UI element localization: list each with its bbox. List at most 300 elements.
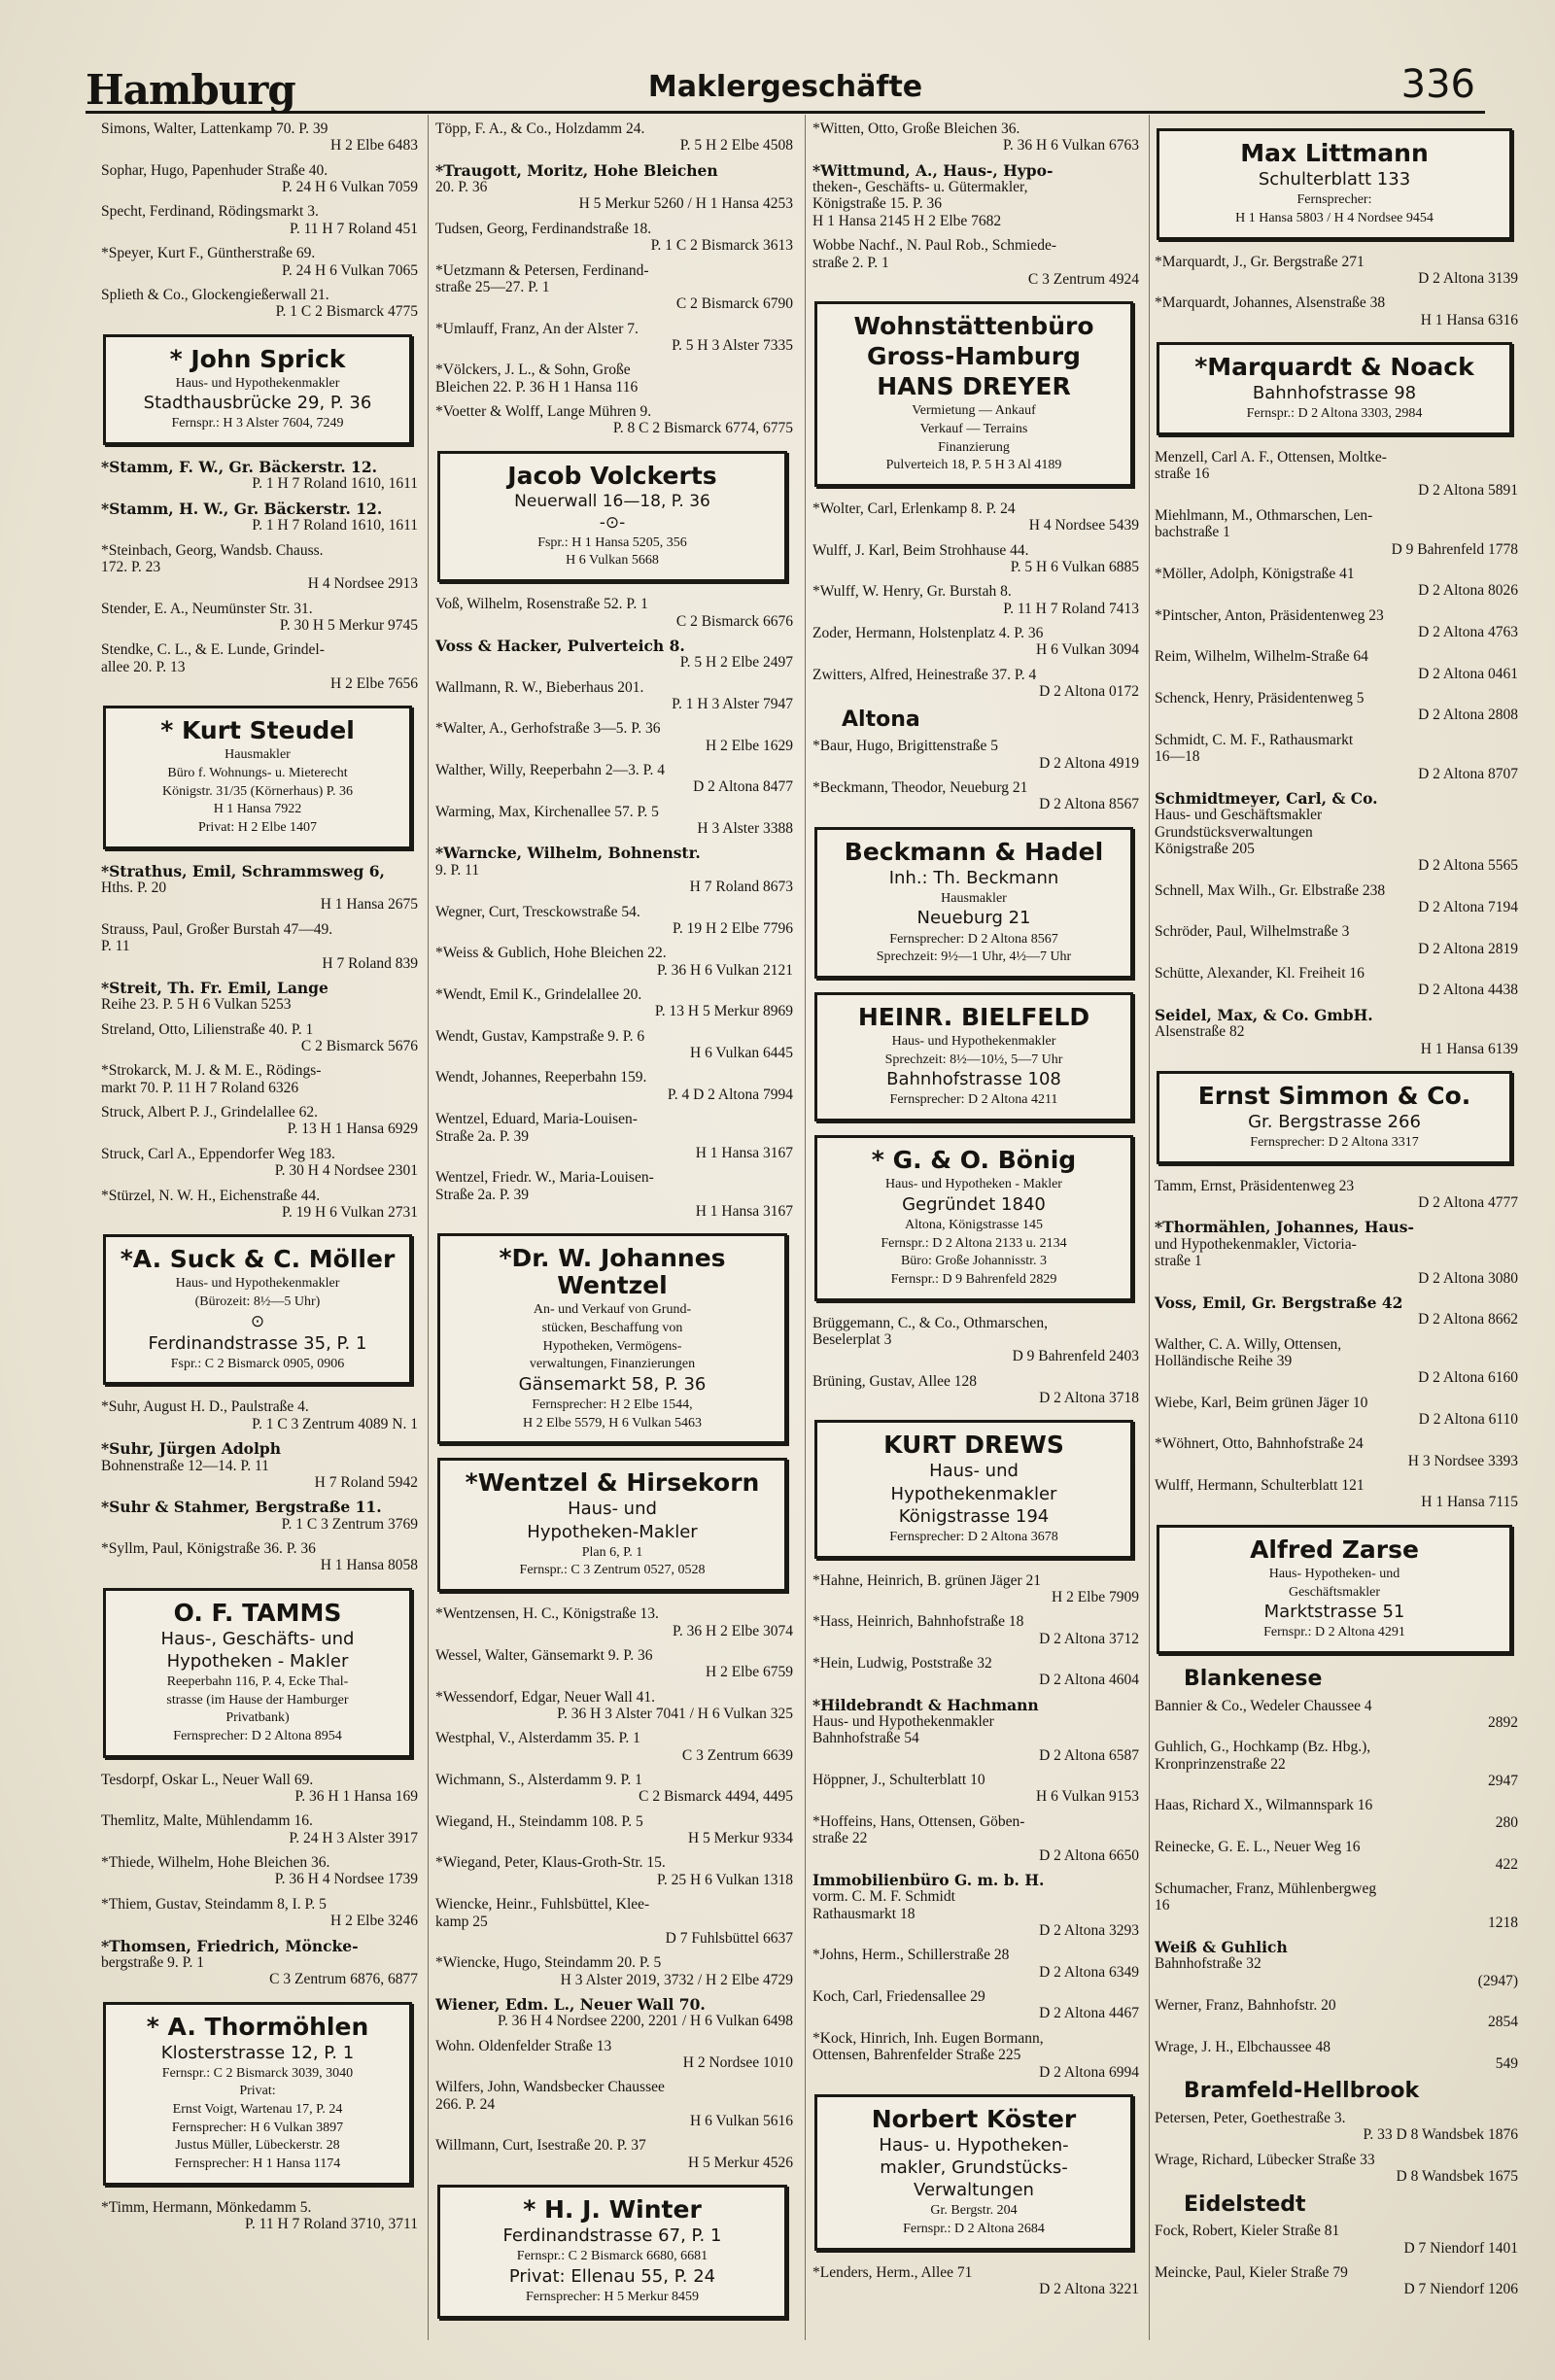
listing-name: *Marquardt, J., Gr. Bergstraße 271 <box>1155 253 1365 270</box>
listing-phone: C 3 Zentrum 6639 <box>681 1746 793 1764</box>
listing-entry <box>1155 882 1522 916</box>
ad-line: Vermietung — Ankauf <box>912 403 1036 419</box>
ad-line: Inh.: Th. Beckmann <box>888 867 1059 888</box>
listing-phone: D 2 Altona 2819 <box>1418 940 1518 957</box>
listing-name: *Suhr & Stahmer, Bergstraße 11. <box>101 1498 382 1517</box>
listing-name: Guhlich, G., Hochkamp (Bz. Hbg.), <box>1155 1739 1371 1756</box>
listing-name: Seidel, Max, & Co. GmbH. <box>1155 1005 1373 1024</box>
listing-entry <box>435 1069 797 1103</box>
ad-line: Fernspr.: C 2 Bismarck 6680, 6681 <box>516 2249 708 2264</box>
ad-line: *Wentzel & Hirsekorn <box>465 1468 760 1498</box>
listing-entry <box>101 1146 422 1180</box>
listing-entry <box>101 1938 422 1988</box>
advertisement-box <box>814 1135 1133 1301</box>
listing-name: *Pintscher, Anton, Präsidentenweg 23 <box>1155 606 1384 624</box>
listing-name: *Stamm, F. W., Gr. Bäckerstr. 12. <box>101 458 378 477</box>
listing-phone: D 2 Altona 4467 <box>1039 2005 1139 2022</box>
listing-phone: D 2 Altona 6994 <box>1039 2063 1139 2081</box>
listing-entry <box>101 459 422 493</box>
listing-phone: H 1 Hansa 6316 <box>1420 311 1518 328</box>
listing-detail: straße 16 <box>1155 466 1210 483</box>
listing-name: Wendt, Johannes, Reeperbahn 159. <box>435 1069 647 1087</box>
listing-name: *Hass, Heinrich, Bahnhofstraße 18 <box>812 1613 1024 1631</box>
ad-line: Fernsprecher: H 2 Elbe 1544, <box>532 1397 693 1413</box>
listing-phone: C 2 Bismarck 4494, 4495 <box>639 1788 793 1806</box>
listing-phone: H 1 Hansa 2675 <box>320 896 418 914</box>
listing-phone: P. 1 C 2 Bismarck 4775 <box>275 303 418 321</box>
ad-line: Ferdinandstrasse 35, P. 1 <box>148 1332 367 1354</box>
ad-line: Haus- Hypotheken- und <box>1268 1566 1400 1581</box>
listing-name: *Marquardt, Johannes, Alsenstraße 38 <box>1155 294 1386 312</box>
ad-line: Büro: Große Johannisstr. 3 <box>900 1254 1048 1269</box>
listing-name: *Timm, Hermann, Mönkedamm 5. <box>101 2198 312 2216</box>
ad-line: Pulverteich 18, P. 5 H 3 Al 4189 <box>885 458 1062 473</box>
ad-line: ⊙ <box>250 1311 265 1331</box>
ad-line: O. F. TAMMS <box>173 1598 342 1627</box>
listing-name: Struck, Albert P. J., Grindelallee 62. <box>101 1104 318 1121</box>
listing-name: *Steinbach, Georg, Wandsb. Chauss. <box>101 541 324 559</box>
ad-line: Beckmann & Hadel <box>844 837 1104 866</box>
listing-entry <box>1155 2223 1522 2257</box>
listing-phone: D 7 Niendorf 1401 <box>1403 2239 1518 2257</box>
listing-name: *Traugott, Moritz, Hohe Bleichen <box>435 160 718 180</box>
ad-line: H 1 Hansa 7922 <box>213 802 302 817</box>
category-title: Maklergeschäfte <box>647 70 923 104</box>
ad-line: Haus- und <box>929 1461 1019 1482</box>
ad-line: Haus-, Geschäfts- und <box>160 1628 355 1649</box>
listing-entry <box>435 1730 797 1764</box>
ad-line: Fernspr.: D 2 Altona 4291 <box>1263 1625 1405 1640</box>
listing-phone: P. 1 C 3 Zentrum 4089 N. 1 <box>252 1415 418 1432</box>
advertisement-box <box>1157 1525 1512 1654</box>
ad-line: Fernsprecher: H 5 Merkur 8459 <box>525 2290 700 2305</box>
section-heading: Altona <box>842 707 920 732</box>
listing-entry <box>101 1062 422 1096</box>
listing-detail: straße 1 <box>1155 1253 1202 1270</box>
listing-entry <box>101 1021 422 1055</box>
listing-name: Wohn. Oldenfelder Straße 13 <box>435 2037 612 2054</box>
ad-line: * Kurt Steudel <box>160 716 355 745</box>
listing-phone: D 7 Niendorf 1206 <box>1403 2281 1518 2298</box>
listing-phone: H 2 Elbe 7909 <box>1052 1588 1139 1605</box>
listing-entry <box>812 1988 1143 2022</box>
listing-name: *Strokarck, M. J. & M. E., Rödings- <box>101 1062 322 1080</box>
listing-phone: H 6 Vulkan 5616 <box>690 2113 793 2130</box>
ad-line: Privat: Ellenau 55, P. 24 <box>508 2266 716 2288</box>
ad-line: Gegründet 1840 <box>902 1193 1046 1215</box>
listing-entry <box>435 1854 797 1888</box>
listing-detail: Grundstücksverwaltungen <box>1155 823 1313 841</box>
listing-phone: D 2 Altona 3139 <box>1418 269 1518 287</box>
listing-detail: und Hypothekenmakler, Victoria- <box>1155 1235 1357 1253</box>
listing-name: Walther, C. A. Willy, Ottensen, <box>1155 1335 1342 1353</box>
city-title: Hamburg <box>86 66 295 114</box>
listing-entry <box>1155 690 1522 724</box>
listing-entry <box>101 1398 422 1432</box>
listing-entry <box>812 779 1143 813</box>
ad-line: Fernspr.: C 2 Bismarck 3039, 3040 <box>161 2065 354 2081</box>
advertisement-box <box>814 827 1133 979</box>
listing-name: Immobilienbüro G. m. b. H. <box>812 1870 1045 1889</box>
listing-entry <box>101 162 422 196</box>
listing-name: Themlitz, Malte, Mühlendamm 16. <box>101 1812 313 1830</box>
listing-entry <box>1155 1336 1522 1387</box>
listing-detail: 172. P. 23 <box>101 558 161 575</box>
listing-phone: D 9 Bahrenfeld 2403 <box>1012 1348 1139 1365</box>
advertisement-box <box>1157 342 1512 435</box>
ad-line: * G. & O. Bönig <box>871 1146 1077 1175</box>
listing-detail: Hths. P. 20 <box>101 880 167 897</box>
ad-line: strasse (im Hause der Hamburger <box>166 1692 349 1707</box>
listing-entry <box>101 1540 422 1574</box>
listing-name: *Voetter & Wolff, Lange Mühren 9. <box>435 403 652 421</box>
ad-line: (Bürozeit: 8½—5 Uhr) <box>194 1293 321 1309</box>
listing-phone: 549 <box>1495 2055 1518 2073</box>
listing-entry <box>435 804 797 838</box>
listing-detail: Beselerplat 3 <box>812 1330 892 1348</box>
listing-entry <box>812 583 1143 617</box>
listing-phone: D 2 Altona 2808 <box>1418 707 1518 724</box>
listing-name: Höppner, J., Schulterblatt 10 <box>812 1772 985 1789</box>
ad-line: Gr. Bergstrasse 266 <box>1248 1111 1421 1132</box>
listing-name: Stender, E. A., Neumünster Str. 31. <box>101 600 313 617</box>
listing-entry <box>435 679 797 713</box>
listing-phone: P. 1 C 2 Bismarck 3613 <box>650 237 793 255</box>
listing-phone: H 1 Hansa 8058 <box>320 1557 418 1574</box>
listing-phone: P. 1 C 3 Zentrum 3769 <box>281 1515 418 1533</box>
listing-phone: P. 24 H 6 Vulkan 7065 <box>281 261 418 279</box>
listing-phone: P. 5 H 2 Elbe 4508 <box>679 137 793 155</box>
listing-phone: P. 13 H 5 Merkur 8969 <box>654 1003 793 1020</box>
listing-phone: P. 30 H 4 Nordsee 2301 <box>274 1162 418 1180</box>
ad-line: * A. Thormöhlen <box>146 2012 369 2041</box>
listing-name: *Wessendorf, Edgar, Neuer Wall 41. <box>435 1688 656 1706</box>
listing-entry <box>812 1572 1143 1606</box>
ad-line: makler, Grundstücks- <box>880 2157 1068 2179</box>
listing-name: Reinecke, G. E. L., Neuer Weg 16 <box>1155 1839 1361 1856</box>
ad-line: Haus- und Hypothekenmakler <box>175 375 340 391</box>
ad-line: Hypotheken, Vermögens- <box>542 1338 682 1354</box>
listing-entry <box>812 2030 1143 2081</box>
ad-line: Fernspr.: D 2 Altona 2684 <box>903 2222 1045 2237</box>
ad-line: Hypotheken - Makler <box>166 1650 349 1672</box>
listing-name: Schmidtmeyer, Carl, & Co. <box>1155 788 1378 808</box>
listing-name: *Stürzel, N. W. H., Eichenstraße 44. <box>101 1187 321 1204</box>
ad-line: Jacob Volckerts <box>507 461 717 490</box>
listing-entry <box>1155 254 1522 288</box>
listing-detail: 16 <box>1155 1897 1170 1914</box>
listing-phone: D 2 Altona 3718 <box>1039 1390 1139 1407</box>
listing-entry <box>812 2264 1143 2298</box>
listing-entry <box>435 2137 797 2171</box>
listing-entry <box>1155 1739 1522 1789</box>
listing-detail: theken-, Geschäfts- u. Gütermakler, <box>812 179 1028 196</box>
listing-detail: allee 20. P. 13 <box>101 658 186 675</box>
listing-detail: Alsenstraße 82 <box>1155 1023 1245 1041</box>
listing-phone: C 2 Bismarck 5676 <box>300 1038 418 1054</box>
listing-phone: H 2 Elbe 7656 <box>330 675 418 693</box>
listing-phone: H 5 Merkur 4526 <box>687 2154 793 2171</box>
ad-line: Altona, Königstrasse 145 <box>905 1217 1043 1232</box>
listing-detail: 20. P. 36 <box>435 179 488 196</box>
ad-line: Sprechzeit: 9½—1 Uhr, 4½—7 Uhr <box>876 949 1072 965</box>
ad-line: *A. Suck & C. Möller <box>120 1245 396 1274</box>
listing-name: Wichmann, S., Alsterdamm 9. P. 1 <box>435 1772 642 1789</box>
listing-phone: 280 <box>1495 1813 1518 1831</box>
listing-name: Wilfers, John, Wandsbecker Chaussee <box>435 2079 665 2096</box>
listing-phone: P. 5 H 3 Alster 7335 <box>672 336 793 354</box>
ad-line: H 1 Hansa 5803 / H 4 Nordsee 9454 <box>1235 210 1434 225</box>
listing-name: Schröder, Paul, Wilhelmstraße 3 <box>1155 923 1350 941</box>
listing-phone: D 2 Altona 6587 <box>1039 1746 1139 1764</box>
listing-detail: Haus- und Hypothekenmakler <box>812 1713 994 1731</box>
listing-name: *Völckers, J. L., & Sohn, Große <box>435 362 631 379</box>
listing-phone: P. 36 H 2 Elbe 3074 <box>673 1622 793 1639</box>
ad-line: Verkauf — Terrains <box>919 421 1028 436</box>
listing-name: Schmidt, C. M. F., Rathausmarkt <box>1155 731 1354 748</box>
listing-name: Wrage, J. H., Elbchaussee 48 <box>1155 2038 1331 2055</box>
listing-phone: H 4 Nordsee 5439 <box>1028 517 1139 535</box>
listing-phone: D 2 Altona 4919 <box>1039 754 1139 772</box>
ad-line: Marktstrasse 51 <box>1263 1602 1405 1623</box>
listing-phone: H 1 Hansa 6139 <box>1420 1040 1518 1057</box>
listing-name: Wiener, Edm. L., Neuer Wall 70. <box>435 1994 706 2014</box>
ad-line: Haus- und Hypothekenmakler <box>891 1033 1056 1049</box>
listing-detail: Bohnenstraße 12—14. P. 11 <box>101 1457 269 1474</box>
listing-name: *Wöhnert, Otto, Bahnhofstraße 24 <box>1155 1435 1364 1453</box>
listing-detail: Straße 2a. P. 39 <box>435 1127 530 1145</box>
listing-detail: 266. P. 24 <box>435 2095 496 2113</box>
listing-entry <box>101 1772 422 1806</box>
listing-phone: D 2 Altona 0461 <box>1418 665 1518 682</box>
advertisement-box <box>103 1588 412 1758</box>
listing-name: *Uetzmann & Petersen, Ferdinand- <box>435 261 649 279</box>
listing-entry <box>1155 923 1522 957</box>
listing-name: Struck, Carl A., Eppendorfer Weg 183. <box>101 1145 335 1162</box>
listing-entry <box>435 762 797 796</box>
listing-name: Wiencke, Heinr., Fuhlsbüttel, Klee- <box>435 1896 650 1914</box>
ad-line: * John Sprick <box>169 344 346 373</box>
listing-phone: D 2 Altona 4763 <box>1418 624 1518 640</box>
ad-line: Fernspr.: D 2 Altona 3303, 2984 <box>1246 406 1423 422</box>
ad-line: * H. J. Winter <box>523 2195 702 2225</box>
listing-entry <box>1155 1839 1522 1873</box>
listing-entry <box>1155 790 1522 875</box>
advertisement-box <box>103 334 412 446</box>
listing-name: Meincke, Paul, Kieler Straße 79 <box>1155 2263 1348 2281</box>
listing-phone: D 2 Altona 8477 <box>693 778 793 796</box>
ad-line: *Dr. W. Johannes Wentzel <box>499 1244 726 1300</box>
listing-detail: Ottensen, Bahrenfelder Straße 225 <box>812 2047 1021 2064</box>
listing-phone: P. 11 H 7 Roland 7413 <box>1003 600 1139 617</box>
ad-line: Fernspr.: D 9 Bahrenfeld 2829 <box>890 1271 1057 1287</box>
listing-name: *Warncke, Wilhelm, Bohnenstr. <box>435 844 701 863</box>
listing-name: Warming, Max, Kirchenallee 57. P. 5 <box>435 803 659 820</box>
listing-phone: P. 36 H 1 Hansa 169 <box>294 1788 418 1806</box>
listing-name: Tamm, Ernst, Präsidentenweg 23 <box>1155 1177 1355 1194</box>
listing-phone: D 2 Altona 6650 <box>1039 1846 1139 1864</box>
listing-phone: (2947) <box>1477 1972 1518 1989</box>
listing-name: Brüning, Gustav, Allee 128 <box>812 1372 978 1390</box>
listing-detail: H 1 Hansa 2145 H 2 Elbe 7682 <box>812 212 1002 229</box>
listing-name: *Thiede, Wilhelm, Hohe Bleichen 36. <box>101 1854 330 1872</box>
listing-name: Schnell, Max Wilh., Gr. Elbstraße 238 <box>1155 881 1386 899</box>
ad-line: KURT DREWS <box>883 1431 1064 1460</box>
listing-entry <box>1155 1219 1522 1286</box>
listing-phone: H 2 Nordsee 1010 <box>682 2054 793 2072</box>
listing-entry <box>812 542 1143 576</box>
listing-name: Wentzel, Eduard, Maria-Louisen- <box>435 1111 638 1128</box>
listing-name: Stendke, C. L., & E. Lunde, Grindel- <box>101 641 325 659</box>
listing-phone: D 2 Altona 4604 <box>1039 1672 1139 1689</box>
advertisement-box <box>814 1420 1133 1558</box>
listing-phone: P. 19 H 6 Vulkan 2731 <box>281 1203 418 1221</box>
ad-line: Bahnhofstrasse 108 <box>886 1069 1061 1090</box>
listing-entry <box>435 262 797 313</box>
listing-phone: D 7 Fuhlsbüttel 6637 <box>665 1929 793 1947</box>
listing-entry <box>812 1813 1143 1864</box>
ad-line: Büro f. Wohnungs- u. Mieterecht <box>167 766 348 781</box>
listing-name: *Walter, A., Gerhofstraße 3—5. P. 36 <box>435 720 661 738</box>
listing-phone: P. 8 C 2 Bismarck 6774, 6775 <box>612 420 793 437</box>
listing-entry <box>435 904 797 938</box>
listing-entry <box>101 1104 422 1138</box>
listing-name: Willmann, Curt, Isestraße 20. P. 37 <box>435 2137 646 2155</box>
column-2 <box>435 115 797 2350</box>
listing-entry <box>1155 965 1522 999</box>
listing-name: Reim, Wilhelm, Wilhelm-Straße 64 <box>1155 648 1368 666</box>
advertisement-box <box>103 706 412 848</box>
listing-phone: P. 5 H 2 Elbe 2497 <box>679 654 793 672</box>
listing-entry <box>435 162 797 213</box>
listing-name: Simons, Walter, Lattenkamp 70. P. 39 <box>101 121 328 137</box>
ad-line: Fernsprecher: D 2 Altona 8954 <box>173 1729 342 1743</box>
ad-line: Norbert Köster <box>871 2104 1077 2133</box>
listing-entry <box>812 1373 1143 1407</box>
listing-phone: H 2 Elbe 1629 <box>706 737 793 754</box>
listing-detail: Bleichen 22. P. 36 H 1 Hansa 116 <box>435 378 639 396</box>
listing-entry <box>435 362 797 396</box>
ad-line: Fernsprecher: H 6 Vulkan 3897 <box>171 2120 344 2135</box>
listing-entry <box>812 121 1143 155</box>
listing-name: *Lenders, Herm., Allee 71 <box>812 2263 973 2281</box>
listing-name: Walther, Willy, Reeperbahn 2—3. P. 4 <box>435 762 665 779</box>
listing-entry <box>101 1188 422 1222</box>
listing-phone: P. 36 H 6 Vulkan 6763 <box>1002 137 1139 155</box>
listing-entry <box>101 1499 422 1533</box>
ad-line: stücken, Beschaffung von <box>541 1320 683 1335</box>
listing-phone: 2892 <box>1488 1714 1518 1731</box>
listing-phone: H 4 Nordsee 2913 <box>307 575 418 593</box>
ad-line: Sprechzeit: 8½—10½, 5—7 Uhr <box>884 1052 1063 1067</box>
listing-entry <box>435 945 797 979</box>
listing-name: *Wentzensen, H. C., Königstraße 13. <box>435 1605 659 1623</box>
page-header <box>86 60 1485 114</box>
advertisement-box <box>103 1234 412 1385</box>
listing-phone: D 2 Altona 8567 <box>1039 796 1139 813</box>
listing-entry <box>101 641 422 692</box>
listing-entry <box>101 921 422 972</box>
listing-name: Strauss, Paul, Großer Burstah 47—49. <box>101 920 333 938</box>
advertisement-box <box>437 2185 787 2319</box>
listing-name: *Weiss & Gublich, Hohe Bleichen 22. <box>435 945 667 962</box>
ad-line: Fernspr.: H 3 Alster 7604, 7249 <box>171 416 344 431</box>
ad-line: Privat: <box>239 2084 276 2099</box>
listing-entry <box>435 1954 797 1988</box>
listing-name: Weiß & Guhlich <box>1155 1937 1288 1956</box>
listing-name: *Suhr, Jürgen Adolph <box>101 1439 282 1459</box>
ad-line: Fernsprecher: D 2 Altona 4211 <box>889 1092 1058 1108</box>
listing-entry <box>812 1315 1143 1365</box>
listing-phone: H 5 Merkur 5260 / H 1 Hansa 4253 <box>578 195 793 213</box>
listing-name: *Stamm, H. W., Gr. Bäckerstr. 12. <box>101 499 383 518</box>
listing-phone: H 2 Elbe 6483 <box>330 137 418 155</box>
listing-phone: P. 5 H 6 Vulkan 6885 <box>1010 559 1139 575</box>
column-4 <box>1155 115 1522 2350</box>
listing-name: *Möller, Adolph, Königstraße 41 <box>1155 565 1355 582</box>
listing-entry <box>435 221 797 255</box>
listing-entry <box>812 1697 1143 1764</box>
listing-name: *Thormählen, Johannes, Haus- <box>1155 1218 1414 1237</box>
listing-phone: H 6 Vulkan 6445 <box>690 1045 793 1062</box>
listing-name: *Wolter, Carl, Erlenkamp 8. P. 24 <box>812 500 1016 517</box>
listing-entry <box>812 1613 1143 1647</box>
listing-name: Wiebe, Karl, Beim grünen Jäger 10 <box>1155 1394 1368 1411</box>
listing-phone: H 7 Roland 8673 <box>689 879 793 896</box>
listing-entry <box>435 1028 797 1062</box>
listing-phone: 1218 <box>1488 1914 1518 1931</box>
ad-line: Ernst Simmon & Co. <box>1197 1081 1471 1110</box>
ad-line: Königstr. 31/35 (Körnerhaus) P. 36 <box>162 783 353 799</box>
listing-phone: P. 1 H 7 Roland 1610, 1611 <box>252 517 418 535</box>
listing-name: Voß, Wilhelm, Rosenstraße 52. P. 1 <box>435 596 648 613</box>
listing-phone: P. 36 H 4 Nordsee 2200, 2201 / H 6 Vulkan 6498 <box>497 2013 793 2030</box>
listing-detail: Rathausmarkt 18 <box>812 1905 916 1922</box>
listing-name: Zoder, Hermann, Holstenplatz 4. P. 36 <box>812 625 1044 642</box>
ad-line: Privat: H 2 Elbe 1407 <box>197 820 318 836</box>
listing-phone: C 2 Bismarck 6676 <box>675 612 793 630</box>
listing-phone: H 1 Hansa 7115 <box>1421 1494 1518 1511</box>
listing-name: *Johns, Herm., Schillerstraße 28 <box>812 1947 1010 1964</box>
listing-entry <box>435 986 797 1020</box>
ad-line: Fernsprecher: D 2 Altona 3678 <box>889 1529 1058 1544</box>
listing-phone: P. 36 H 6 Vulkan 2121 <box>656 961 793 979</box>
ad-line: Hypothekenmakler <box>890 1483 1057 1504</box>
listing-entry <box>1155 1880 1522 1931</box>
listing-entry <box>435 845 797 895</box>
listing-detail: straße 22 <box>812 1830 868 1847</box>
listing-entry <box>1155 732 1522 782</box>
advertisement-box <box>437 451 787 582</box>
listing-entry <box>812 237 1143 288</box>
listing-detail: P. 11 <box>101 938 130 955</box>
listing-phone: D 2 Altona 8662 <box>1418 1311 1518 1328</box>
ad-line: Ernst Voigt, Wartenau 17, P. 24 <box>172 2102 343 2118</box>
listing-detail: 9. P. 11 <box>435 861 480 879</box>
listing-entry <box>812 162 1143 229</box>
listing-name: Menzell, Carl A. F., Ottensen, Moltke- <box>1155 448 1387 466</box>
listing-entry <box>101 1854 422 1888</box>
listing-name: Sophar, Hugo, Papenhuder Straße 40. <box>101 161 328 179</box>
ad-line: Plan 6, P. 1 <box>581 1544 643 1560</box>
listing-phone: P. 30 H 5 Merkur 9745 <box>279 616 418 634</box>
listing-name: Wrage, Richard, Lübecker Straße 33 <box>1155 2151 1375 2168</box>
listing-name: *Strathus, Emil, Schrammsweg 6, <box>101 861 385 880</box>
listing-phone: P. 36 H 3 Alster 7041 / H 6 Vulkan 325 <box>557 1705 793 1722</box>
listing-phone: P. 11 H 7 Roland 3710, 3711 <box>245 2216 418 2233</box>
ad-line: Hypotheken-Makler <box>527 1521 698 1542</box>
listing-entry <box>1155 507 1522 558</box>
